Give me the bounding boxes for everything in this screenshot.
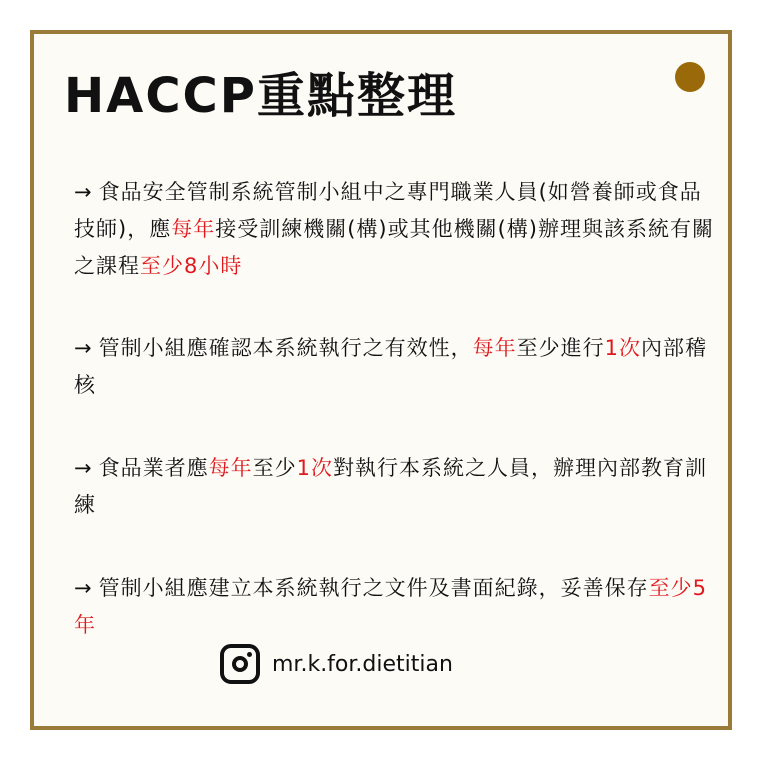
arrow-icon: → bbox=[74, 456, 93, 480]
item-text: 管制小組應建立本系統執行之文件及書面紀錄，妥善保存 bbox=[98, 576, 649, 600]
arrow-icon: → bbox=[74, 336, 93, 360]
arrow-icon: → bbox=[74, 576, 93, 600]
page-title: HACCP重點整理 bbox=[64, 68, 457, 124]
list-item bbox=[74, 174, 714, 285]
footer bbox=[220, 640, 453, 688]
decorative-dot bbox=[675, 62, 705, 92]
item-text: 食品安全管制系統管制小組中之專門職業人員(如營養師或食品技師)，應 bbox=[74, 180, 702, 241]
arrow-icon: → bbox=[74, 180, 93, 204]
item-highlight: 1次 bbox=[604, 336, 641, 360]
item-highlight: 至少5年 bbox=[74, 576, 707, 637]
list-item bbox=[74, 570, 714, 644]
instagram-icon bbox=[220, 644, 260, 684]
item-text: 至少進行 bbox=[516, 336, 605, 360]
item-text: 內部稽核 bbox=[74, 336, 707, 397]
item-text: 接受訓練機關(構)或其他機關(構)辦理與該系統有關之課程 bbox=[74, 217, 714, 278]
item-text: 對執行本系統之人員，辦理內部教育訓練 bbox=[74, 456, 707, 517]
item-highlight: 至少8小時 bbox=[140, 254, 243, 278]
info-card bbox=[30, 30, 732, 730]
item-highlight: 每年 bbox=[208, 456, 253, 480]
item-highlight: 1次 bbox=[296, 456, 333, 480]
item-text: 食品業者應 bbox=[98, 456, 209, 480]
item-highlight: 每年 bbox=[472, 336, 517, 360]
list-item bbox=[74, 450, 714, 524]
item-highlight: 每年 bbox=[171, 217, 216, 241]
list-item bbox=[74, 330, 714, 404]
instagram-handle: mr.k.for.dietitian bbox=[272, 651, 453, 677]
item-text: 至少 bbox=[252, 456, 297, 480]
item-text: 管制小組應確認本系統執行之有效性， bbox=[98, 336, 473, 360]
